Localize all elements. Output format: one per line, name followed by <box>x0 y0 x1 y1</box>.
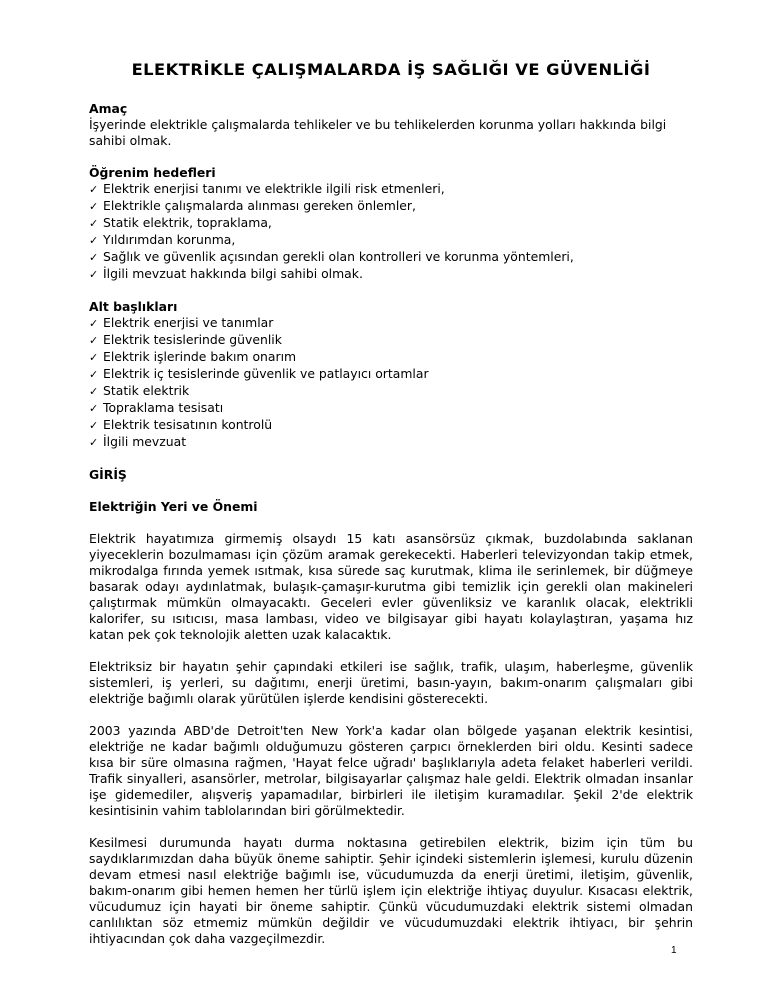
aim-text: İşyerinde elektrikle çalışmalarda tehlikeler ve bu tehlikelerden korunma yolları hakkında bilgi sahibi olmak. <box>89 117 667 148</box>
checkmark-icon: ✓ <box>89 317 99 330</box>
list-item <box>89 332 693 349</box>
list-item-label: Elektrik enerjisi ve tanımlar <box>103 315 274 330</box>
list-item-label: Sağlık ve güvenlik açısından gerekli olan kontrolleri ve korunma yöntemleri, <box>103 249 574 264</box>
list-item-label: İlgili mevzuat <box>103 434 187 449</box>
checkmark-icon: ✓ <box>89 351 99 364</box>
list-item <box>89 366 693 383</box>
subtopics-list <box>89 315 693 451</box>
list-item-label: Elektrik tesislerinde güvenlik <box>103 332 282 347</box>
subtopics-section <box>89 299 693 451</box>
aim-heading: Amaç <box>89 101 128 116</box>
intro-subheading: Elektriğin Yeri ve Önemi <box>89 499 258 514</box>
list-item <box>89 198 693 215</box>
body-paragraph: 2003 yazında ABD'de Detroit'ten New York'a kadar olan bölgede yaşanan elektrik kesintisi, elektriğe ne kadar bağımlı olduğumuzu gösteren çarpıcı örneklerden biri oldu. Kesinti sadece kısa bir süre olmasına rağmen, 'Hayat felce uğradı' başlıklarıyla adeta felaket haberleri verildi. Trafik sinyalleri, asansörler, metrolar, bilgisayarlar çalışmaz hale geldi. Elektrik olmadan insanlar işe gidemediler, alışveriş yapamadılar, birbirleri ile iletişim kuramadılar. Şekil 2'de elektrik kesintisinin vahim tablolarından biri görülmektedir. <box>89 723 693 818</box>
list-item <box>89 434 693 451</box>
checkmark-icon: ✓ <box>89 234 99 247</box>
list-item-label: Yıldırımdan korunma, <box>103 232 236 247</box>
intro-heading: GİRİŞ <box>89 467 127 482</box>
body-paragraph: Elektrik hayatımıza girmemiş olsaydı 15 katı asansörsüz çıkmak, buzdolabında saklanan yiyeceklerin bozulmaması için çözüm aramak gerekecekti. Haberleri televizyondan takip etmek, mikrodalga fırında yemek ısıtmak, kısa sürede saç kurutmak, klima ile serinlemek, bir düğmeye basarak odayı aydınlatmak, bulaşık-çamaşır-kurutma gibi temizlik için gerekli olan makineleri çalıştırmak mümkün olmayacaktı. Geceleri evler güvenliksiz ve karanlık olacak, elektrikli kalorifer, su ısıtıcısı, masa lambası, video ve bilgisayar gibi hayatı kolaylaştıran, yaşama hız katan pek çok teknolojik aletten uzak kalacaktık. <box>89 531 693 642</box>
list-item <box>89 232 693 249</box>
checkmark-icon: ✓ <box>89 200 99 213</box>
checkmark-icon: ✓ <box>89 217 99 230</box>
list-item <box>89 266 693 283</box>
checkmark-icon: ✓ <box>89 436 99 449</box>
checkmark-icon: ✓ <box>89 268 99 281</box>
objectives-section <box>89 165 693 283</box>
list-item-label: Elektrik işlerinde bakım onarım <box>103 349 297 364</box>
checkmark-icon: ✓ <box>89 334 99 347</box>
checkmark-icon: ✓ <box>89 419 99 432</box>
document-title: ELEKTRİKLE ÇALIŞMALARDA İŞ SAĞLIĞI VE GÜVENLİĞİ <box>131 60 651 79</box>
list-item-label: Topraklama tesisatı <box>103 400 224 415</box>
list-item <box>89 400 693 417</box>
page-number: 1 <box>671 945 677 956</box>
list-item <box>89 383 693 400</box>
list-item-label: İlgili mevzuat hakkında bilgi sahibi olmak. <box>103 266 363 281</box>
list-item <box>89 417 693 434</box>
body-paragraph: Kesilmesi durumunda hayatı durma noktasına getirebilen elektrik, bizim için tüm bu saydıklarımızdan daha büyük öneme sahiptir. Şehir içindeki sistemlerin işlemesi, kurulu düzenin devam etmesi nasıl elektriğe bağımlı ise, vücudumuzda da enerji üretimi, iletişim, güvenlik, bakım-onarım gibi hemen hemen her türlü işlem için elektriğe ihtiyaç duyulur. Kısacası elektrik, vücudumuz için hayati bir öneme sahiptir. Çünkü vücudumuzdaki elektrik sistemi olmadan canlılıktan söz etmemiz mümkün değildir ve vücudumuzdaki elektrik ihtiyacı, bir şehrin ihtiyacından çok daha vazgeçilmezdir. <box>89 835 693 946</box>
list-item-label: Statik elektrik, topraklama, <box>103 215 272 230</box>
list-item-label: Elektrikle çalışmalarda alınması gereken önlemler, <box>103 198 416 213</box>
list-item <box>89 249 693 266</box>
list-item-label: Elektrik iç tesislerinde güvenlik ve patlayıcı ortamlar <box>103 366 429 381</box>
objectives-heading: Öğrenim hedefleri <box>89 165 216 180</box>
checkmark-icon: ✓ <box>89 183 99 196</box>
objectives-list <box>89 181 693 283</box>
list-item <box>89 181 693 198</box>
list-item <box>89 315 693 332</box>
list-item-label: Elektrik enerjisi tanımı ve elektrikle ilgili risk etmenleri, <box>103 181 445 196</box>
list-item-label: Elektrik tesisatının kontrolü <box>103 417 273 432</box>
checkmark-icon: ✓ <box>89 368 99 381</box>
document-page <box>89 60 693 963</box>
subtopics-heading: Alt başlıkları <box>89 299 178 314</box>
aim-section <box>89 101 693 149</box>
body-paragraph: Elektriksiz bir hayatın şehir çapındaki etkileri ise sağlık, trafik, ulaşım, haberleşme, güvenlik sistemleri, iş yerleri, su dağıtımı, enerji üretimi, basın-yayın, bakım-onarım çalışmaları gibi elektriğe bağımlı olarak yürütülen işlerde kendisini gösterecekti. <box>89 659 693 706</box>
checkmark-icon: ✓ <box>89 251 99 264</box>
intro-section <box>89 467 693 947</box>
checkmark-icon: ✓ <box>89 402 99 415</box>
checkmark-icon: ✓ <box>89 385 99 398</box>
list-item-label: Statik elektrik <box>103 383 190 398</box>
list-item <box>89 349 693 366</box>
list-item <box>89 215 693 232</box>
